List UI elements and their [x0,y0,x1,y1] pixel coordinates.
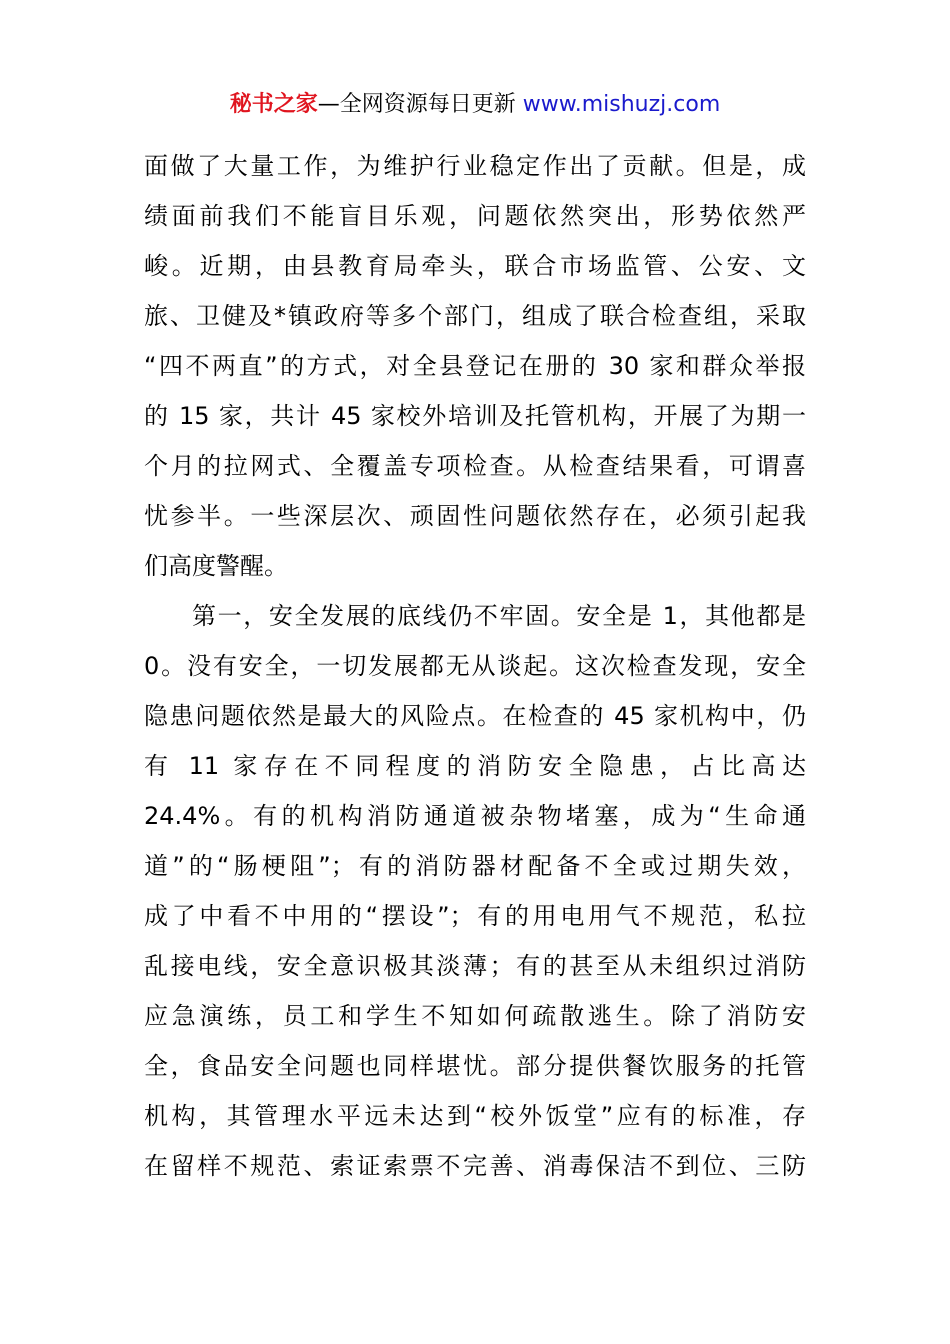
text-line: 0。没有安全，一切发展都无从谈起。这次检查发现，安全 [144,652,806,680]
text-line: 全，食品安全问题也同样堪忧。部分提供餐饮服务的托管 [144,1052,806,1080]
paragraph-start-line: 第一，安全发展的底线仍不牢固。安全是 1，其他都是 [192,602,806,630]
text-line: 的 15 家，共计 45 家校外培训及托管机构，开展了为期一 [144,402,806,430]
site-url-link[interactable]: www.mishuzj.com [522,92,721,117]
text-line: 绩面前我们不能盲目乐观，问题依然突出，形势依然严 [144,202,806,230]
text-line: 道”的“肠梗阻”；有的消防器材配备不全或过期失效， [144,852,806,880]
site-tagline: —全网资源每日更新 [317,92,516,117]
text-line: 机构，其管理水平远未达到“校外饭堂”应有的标准，存 [144,1102,806,1130]
text-line: 乱接电线，安全意识极其淡薄；有的甚至从未组织过消防 [144,952,806,980]
text-line: 峻。近期，由县教育局牵头，联合市场监管、公安、文 [144,252,806,280]
text-line: “四不两直”的方式，对全县登记在册的 30 家和群众举报 [144,352,806,380]
text-line: 忧参半。一些深层次、顽固性问题依然存在，必须引起我 [144,502,806,530]
text-line: 成了中看不中用的“摆设”；有的用电用气不规范，私拉 [144,902,806,930]
text-line: 个月的拉网式、全覆盖专项检查。从检查结果看，可谓喜 [144,452,806,480]
text-line: 旅、卫健及*镇政府等多个部门，组成了联合检查组，采取 [144,302,806,330]
text-line: 应急演练，员工和学生不知如何疏散逃生。除了消防安 [144,1002,806,1030]
page-header [0,88,950,122]
text-line: 有 11 家存在不同程度的消防安全隐患，占比高达 [144,752,806,780]
text-line: 隐患问题依然是最大的风险点。在检查的 45 家机构中，仍 [144,702,806,730]
site-brand: 秘书之家 [229,92,318,117]
text-line: 在留样不规范、索证索票不完善、消毒保洁不到位、三防 [144,1152,806,1180]
text-line: 们高度警醒。 [144,552,288,580]
text-line: 24.4%。有的机构消防通道被杂物堵塞，成为“生命通 [144,802,806,830]
text-line: 面做了大量工作，为维护行业稳定作出了贡献。但是，成 [144,152,806,180]
document-body [144,146,806,1196]
